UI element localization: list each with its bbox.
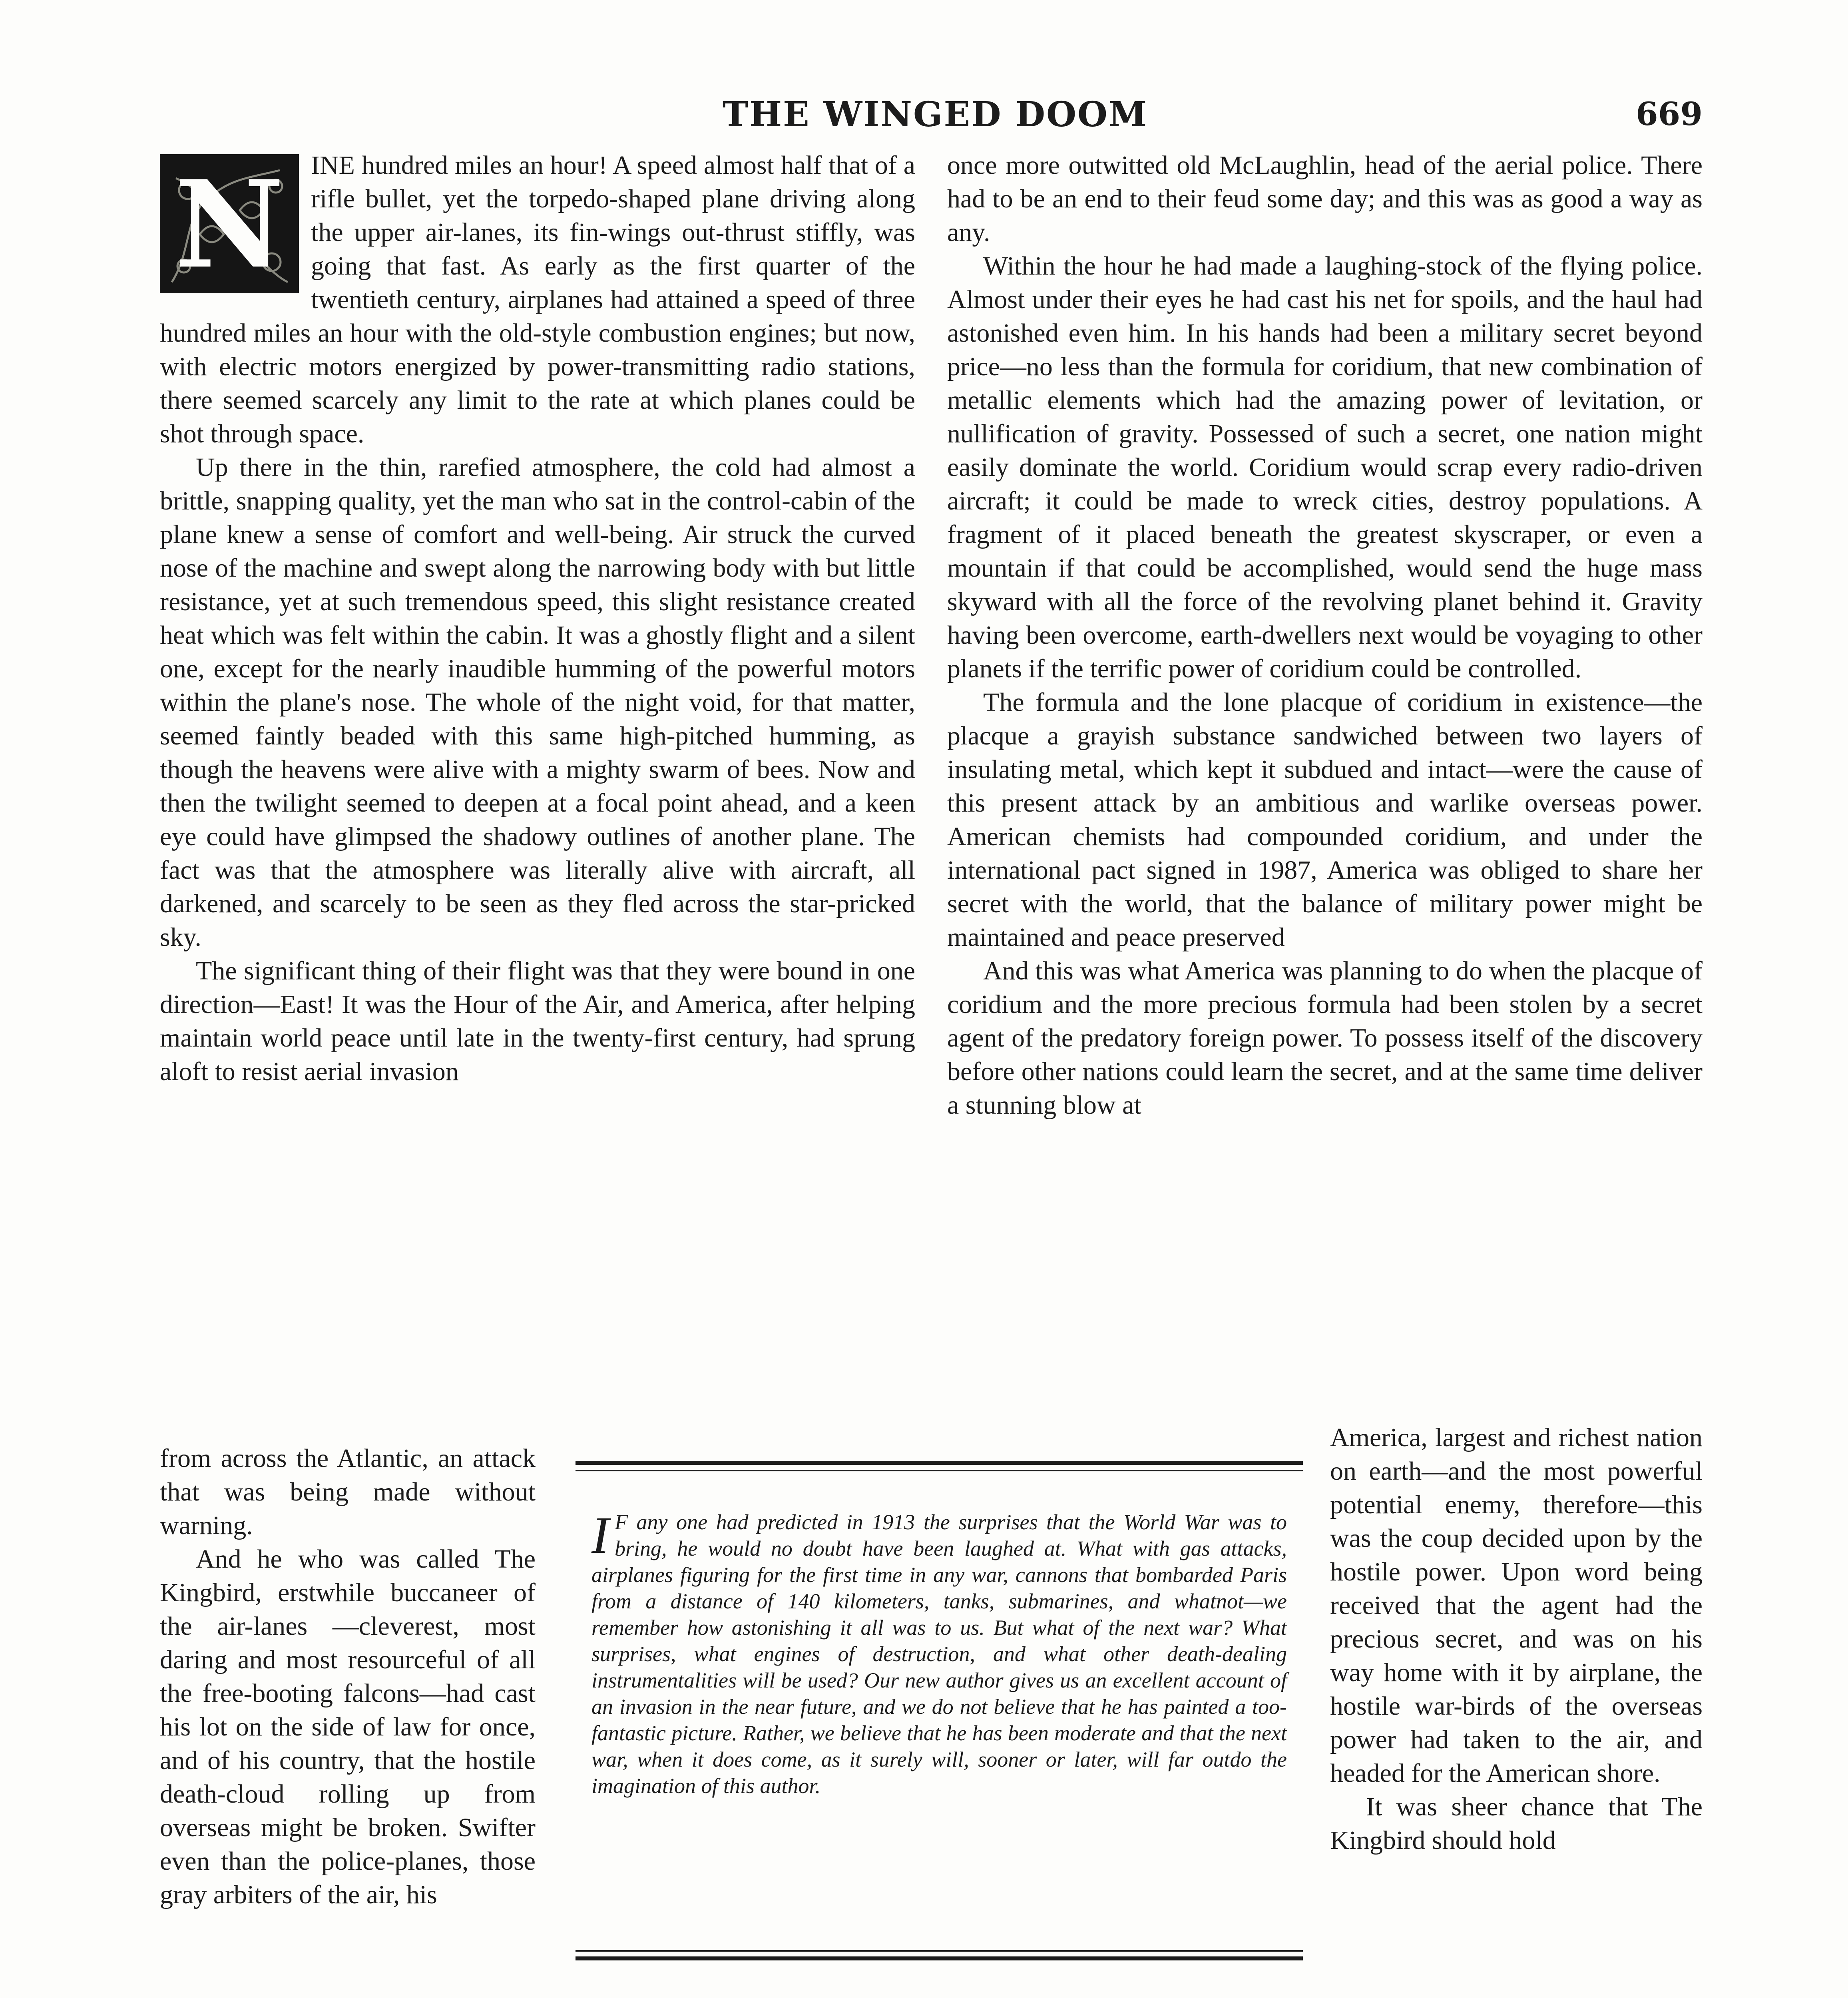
paragraph: once more outwitted old McLaughlin, head of the aerial police. There had to be an end to their feud some day; and this was as good a way as any. [947,151,1703,247]
paragraph: It was sheer chance that The Kingbird should hold [1330,1792,1703,1855]
paragraph: And this was what America was planning to do when the placque of coridium and the more precious formula had been stolen by a secret agent of the predatory foreign power. To possess itself of the discovery before other nations could learn the secret, and at the same time deliver a stunning blow at [947,956,1703,1120]
paragraph: America, largest and richest nation on earth—and the most powerful potential enemy, therefore—this was the coup decided upon by the hostile power. Upon word being received that the agent had the precious secret, and was on his way home with it by airplane, the hostile war-birds of the overseas power had taken to the air, and headed for the American shore. [1330,1423,1703,1788]
box-bottom-rule-thin [576,1950,1303,1952]
paragraph: And he who was called The Kingbird, erstwhile buccaneer of the air-lanes —cleverest, most daring and most resourceful of all the free-booting falcons—had cast his lot on the side of law for once, and of his country, that the hostile death-cloud rolling up from overseas might be broken. Swifter even than the police-planes, those gray arbiters of the air, his [160,1544,536,1909]
editor-note-text [591,1506,1287,1799]
paragraph: The significant thing of their flight was that they were bound in one direction—East! It was the Hour of the Air, and America, after helping maintain world peace until late in the twenty-first century, had sprung aloft to resist aerial invasion [160,956,915,1086]
editor-note-body: F any one had predicted in 1913 the surprises that the World War was to bring, he would no doubt have been laughed at. What with gas attacks, airplanes figuring for the first time in any war, cannons that bombarded Paris from a distance of 140 kilometers, tanks, submarines, and whatnot—we remember how astonishing it all was to us. But what of the next war? What surprises, what engines of destruction, and what other death-dealing instrumentalities will be used? Our new author gives us an excellent account of an invasion in the near future, and we do not believe that he has painted a too-fantastic picture. Rather, we believe that he has been moderate and that the next war, when it does come, as it surely will, sooner or later, will far outdo the imagination of this author. [591,1510,1287,1798]
column-right-wrap [1330,1421,1703,1857]
box-top-rule [576,1461,1303,1465]
dropcap-letter: N [174,154,285,295]
running-title: THE WINGED DOOM [722,94,1148,135]
page-number: 669 [1636,95,1703,133]
column-right [947,149,1703,1122]
paragraph: from across the Atlantic, an attack that was being made without warning. [160,1444,536,1540]
editor-note-box [576,1461,1303,1960]
box-top-rule-thin [576,1470,1303,1471]
editor-note-initial: I [591,1506,609,1564]
paragraph: Within the hour he had made a laughing-stock of the flying police. Almost under their eyes he had cast his net for spoils, and the haul had astonished even him. In his hands had been a military secret beyond price—no less than the formula for coridium, that new combination of metallic elements which had the amazing power of levitation, or nullification of gravity. Possessed of such a secret, one nation might easily dominate the world. Coridium would scrap every radio-driven aircraft; it could be made to wreck cities, destroy populations. A fragment of it placed beneath the greatest skyscraper, or even a mountain if that could be accomplished, would send the huge mass skyward with all the force of the revolving planet behind it. Gravity having been overcome, earth-dwellers next would be voyaging to other planets if the terrific power of coridium could be controlled. [947,251,1703,683]
ornamental-dropcap [160,154,299,293]
paragraph: INE hundred miles an hour! A speed almost half that of a rifle bullet, yet the torpedo-shaped plane driving along the upper air-lanes, its fin-wings out-thrust stiffly, was going that fast. As early as the first quarter of the twentieth century, airplanes had attained a speed of three hundred miles an hour with the old-style combustion engines; but now, with electric motors energized by power-transmitting radio stations, there seemed scarcely any limit to the rate at which planes could be shot through space. [160,151,915,448]
box-bottom-rule [576,1956,1303,1960]
paragraph: The formula and the lone placque of coridium in existence—the placque a grayish substance sandwiched between two layers of insulating metal, which kept it subdued and intact—were the cause of this present attack by an ambitious and warlike overseas power. American chemists had compounded coridium, and under the international pact signed in 1987, America was obliged to share her secret with the world, that the balance of military power might be maintained and peace preserved [947,688,1703,952]
paragraph: Up there in the thin, rarefied atmosphere, the cold had almost a brittle, snapping quality, yet the man who sat in the control-cabin of the plane knew a sense of comfort and well-being. Air struck the curved nose of the machine and swept along the narrowing body with but little resistance, yet at such tremendous speed, this slight resistance created heat which was felt within the cabin. It was a ghostly flight and a silent one, except for the nearly inaudible humming of the powerful motors within the plane's nose. The whole of the night void, for that matter, seemed faintly beaded with this same high-pitched humming, as though the heavens were alive with a mighty swarm of bees. Now and then the twilight seemed to deepen at a focal point ahead, and a keen eye could have glimpsed the shadowy outlines of another plane. The fact was that the atmosphere was literally alive with aircraft, all darkened, and scarcely to be seen as they fled across the star-pricked sky. [160,453,915,952]
column-left-wrap [160,1442,536,1912]
page-header [168,94,1703,146]
column-left [160,149,915,1089]
